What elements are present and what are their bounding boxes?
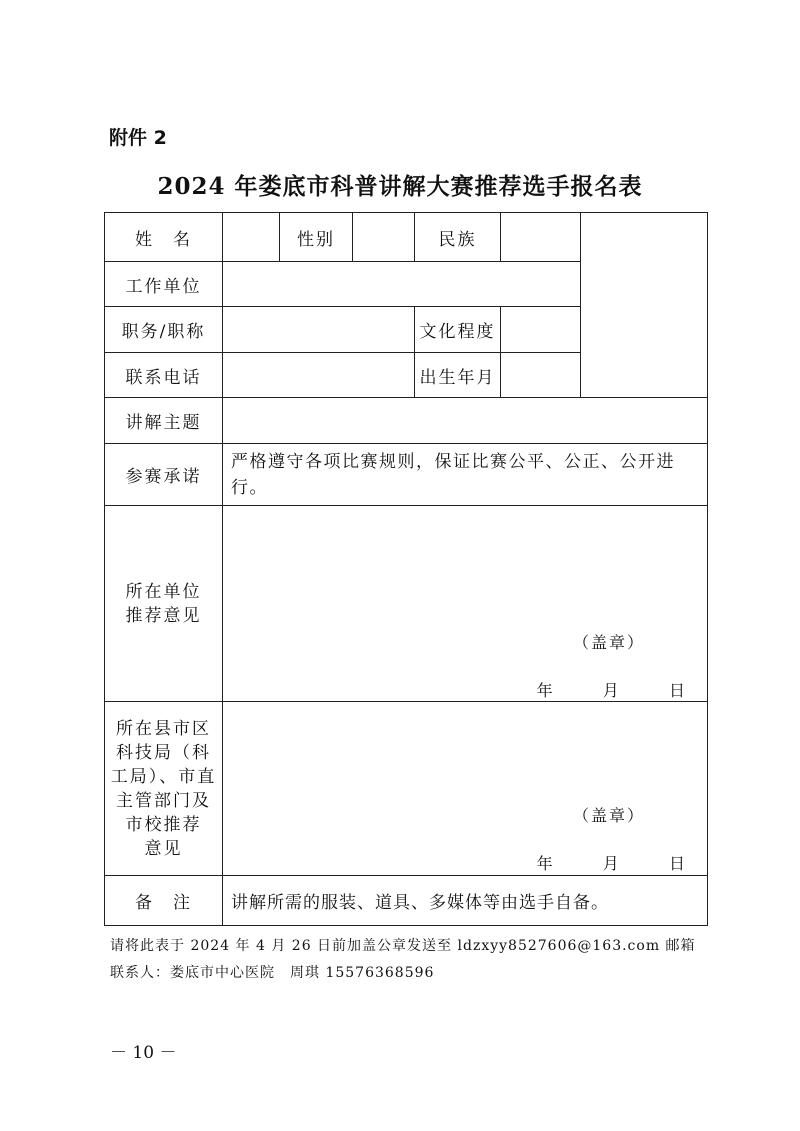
county-opinion-label-line: 工局）、市直 bbox=[110, 766, 217, 787]
date-line bbox=[537, 678, 685, 701]
birth-field[interactable] bbox=[501, 353, 581, 398]
education-label: 文化程度 bbox=[415, 307, 501, 353]
remarks-label: 备 注 bbox=[105, 876, 223, 926]
topic-field[interactable] bbox=[223, 398, 708, 444]
work-unit-field[interactable] bbox=[223, 262, 581, 307]
county-opinion-field[interactable] bbox=[223, 702, 708, 876]
county-opinion-label-line: 市校推荐 bbox=[125, 814, 202, 835]
gender-field[interactable] bbox=[353, 213, 415, 262]
position-label: 职务/职称 bbox=[105, 307, 223, 353]
county-opinion-label-line: 意见 bbox=[144, 838, 183, 859]
photo-cell[interactable] bbox=[581, 213, 708, 398]
date-month: 月 bbox=[602, 681, 619, 700]
birth-label: 出生年月 bbox=[415, 353, 501, 398]
county-opinion-label-line: 科技局（科 bbox=[116, 742, 211, 763]
commitment-label: 参赛承诺 bbox=[105, 444, 223, 506]
commitment-text: 严格遵守各项比赛规则，保证比赛公平、公正、公开进行。 bbox=[223, 444, 708, 506]
ethnicity-field[interactable] bbox=[501, 213, 581, 262]
date-day: 日 bbox=[668, 681, 685, 700]
unit-opinion-field[interactable] bbox=[223, 506, 708, 702]
registration-form-table bbox=[104, 212, 708, 926]
phone-label: 联系电话 bbox=[105, 353, 223, 398]
date-day: 日 bbox=[668, 854, 685, 873]
phone-field[interactable] bbox=[223, 353, 415, 398]
date-line bbox=[537, 851, 685, 874]
stamp-text: （盖章） bbox=[572, 633, 645, 652]
education-field[interactable] bbox=[501, 307, 581, 353]
county-opinion-label-line: 所在县市区 bbox=[116, 718, 211, 739]
gender-label: 性别 bbox=[280, 213, 353, 262]
stamp-text: （盖章） bbox=[572, 806, 645, 825]
form-title: 2024 年娄底市科普讲解大赛推荐选手报名表 bbox=[157, 173, 643, 200]
ethnicity-label: 民族 bbox=[415, 213, 501, 262]
name-field[interactable] bbox=[223, 213, 280, 262]
unit-opinion-label bbox=[105, 506, 223, 702]
name-label: 姓 名 bbox=[105, 213, 223, 262]
unit-opinion-label-line: 所在单位 bbox=[125, 581, 202, 602]
work-unit-label: 工作单位 bbox=[105, 262, 223, 307]
date-year: 年 bbox=[536, 681, 553, 700]
date-year: 年 bbox=[536, 854, 553, 873]
attachment-label: 附件 2 bbox=[109, 127, 167, 149]
position-field[interactable] bbox=[223, 307, 415, 353]
county-opinion-label bbox=[105, 702, 223, 876]
footer-contact: 联系人：娄底市中心医院 周琪 15576368596 bbox=[110, 965, 435, 981]
page-number: － 10 － bbox=[110, 1043, 177, 1063]
unit-opinion-label-line: 推荐意见 bbox=[125, 605, 202, 626]
date-month: 月 bbox=[602, 854, 619, 873]
topic-label: 讲解主题 bbox=[105, 398, 223, 444]
remarks-text: 讲解所需的服装、道具、多媒体等由选手自备。 bbox=[223, 876, 708, 926]
county-opinion-label-line: 主管部门及 bbox=[116, 790, 211, 811]
footer-instruction: 请将此表于 2024 年 4 月 26 日前加盖公章发送至 ldzxyy8527606@163.com 邮箱 bbox=[110, 938, 696, 954]
